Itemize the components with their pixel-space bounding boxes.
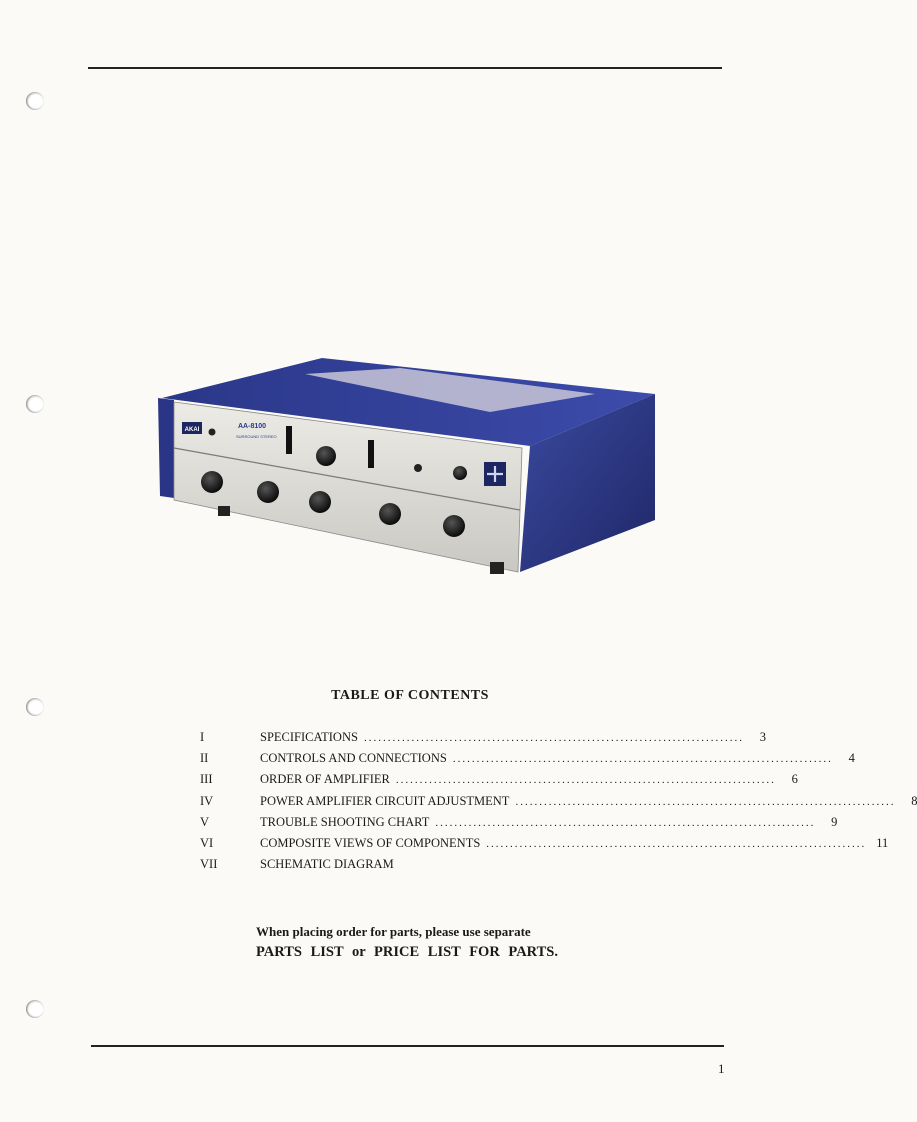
toc-leader-dots: ................................................................................ — [435, 816, 816, 829]
phones-jack — [414, 464, 422, 472]
speaker-switch-knob — [453, 466, 467, 480]
toc-entry-title: SCHEMATIC DIAGRAM — [260, 857, 394, 872]
toc-page-number: 6 — [791, 772, 798, 787]
toc-row — [200, 814, 838, 836]
toc-leader-dots: ................................................................................ — [363, 732, 744, 744]
toc-leader-dots: ................................................................................ — [395, 774, 776, 787]
binder-hole-4 — [26, 1000, 44, 1018]
toc-row — [200, 857, 602, 878]
toc-row — [200, 730, 766, 751]
model-label: AA-8100 — [238, 423, 267, 430]
toc-number: II — [200, 751, 209, 766]
toc-leader-dots: ................................................................................ — [452, 753, 833, 766]
toc-row — [200, 835, 889, 857]
subtitle-label: SURROUND STEREO — [236, 434, 277, 439]
rear-volume-knob — [443, 515, 465, 537]
slider-2 — [368, 440, 374, 468]
binder-hole-1 — [26, 92, 44, 110]
front-volume-knob — [201, 471, 223, 493]
toc-number: VI — [200, 835, 214, 850]
toc-entry-title: POWER AMPLIFIER CIRCUIT ADJUSTMENT — [260, 793, 510, 808]
toc-entry-title: CONTROLS AND CONNECTIONS — [260, 751, 447, 766]
parts-order-note — [256, 921, 576, 963]
toc-page-number: 8 — [911, 793, 917, 808]
power-indicator — [209, 429, 216, 436]
toc-page-number: 4 — [848, 751, 855, 766]
toc-entry-title: COMPOSITE VIEWS OF COMPONENTS — [260, 835, 481, 850]
selector-knob — [316, 446, 336, 466]
toc-page-number: 3 — [759, 730, 766, 744]
treble-knob — [379, 503, 401, 525]
table-of-contents — [200, 730, 917, 878]
toc-row — [200, 793, 917, 815]
toc-number: III — [200, 772, 213, 787]
balance-knob — [309, 491, 331, 513]
toc-entry-title: ORDER OF AMPLIFIER — [260, 772, 390, 787]
bass-knob — [257, 481, 279, 503]
toc-number: I — [200, 730, 205, 744]
toc-number: V — [200, 814, 210, 829]
page-number: 1 — [718, 1061, 725, 1076]
toc-entry-title: TROUBLE SHOOTING CHART — [260, 814, 430, 829]
slider-1 — [286, 426, 292, 454]
toc-row — [200, 751, 855, 772]
bottom-rule — [91, 1045, 724, 1047]
toc-number: IV — [200, 793, 214, 808]
toc-page-number: 11 — [876, 835, 889, 850]
note-line-1: When placing order for parts, please use separate — [256, 924, 531, 939]
binder-hole-2 — [26, 395, 44, 413]
toc-number: VII — [200, 857, 218, 872]
toc-leader-dots: ................................................................................ — [486, 837, 867, 850]
top-rule — [88, 67, 722, 69]
toc-title: TABLE OF CONTENTS — [331, 688, 489, 703]
toc-entry-title: SPECIFICATIONS — [260, 730, 358, 744]
toc-leader-dots: ................................................................................ — [515, 795, 896, 808]
toc-page-number: 9 — [831, 814, 838, 829]
toc-row — [200, 772, 798, 793]
note-line-2: PARTS LIST or PRICE LIST FOR PARTS. — [256, 944, 558, 960]
brand-label: AKAI — [184, 427, 200, 433]
amplifier-photo — [150, 350, 660, 580]
